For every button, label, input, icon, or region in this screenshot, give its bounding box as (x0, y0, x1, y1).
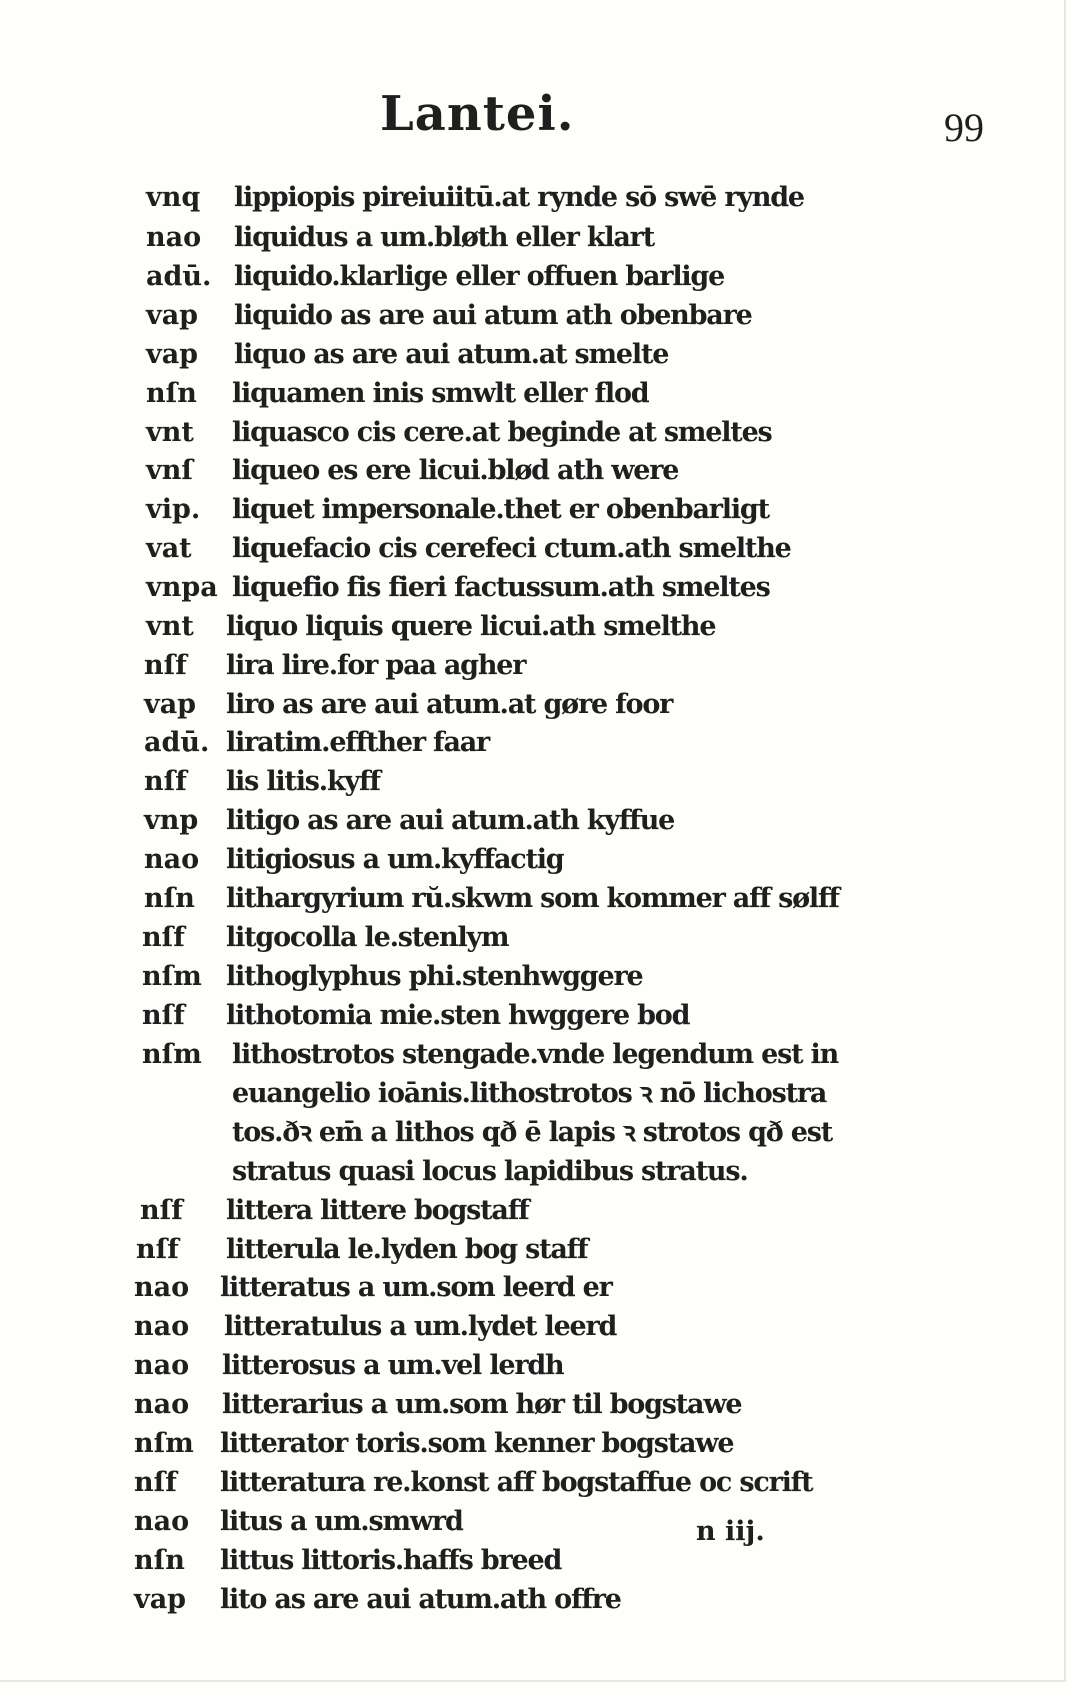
grammar-code: nſf (136, 1234, 179, 1265)
dictionary-entry (0, 218, 1064, 258)
grammar-code: nſf (144, 766, 187, 797)
entry-text: liquet impersonale.thet er obenbarligt (232, 494, 769, 525)
dictionary-entry (0, 257, 1064, 297)
entry-text: stratus quasi locus lapidibus stratus. (232, 1156, 748, 1187)
printer-signature: n iij. (696, 1516, 765, 1547)
running-header-title: Lantei. (380, 86, 575, 142)
grammar-code: nſf (134, 1467, 177, 1498)
entry-text: tos.ðꝛ em̄ a lithos qð ē lapis ꝛ strotos qð est (232, 1117, 833, 1148)
entry-text: liquasco cis cere.at beginde at smeltes (232, 417, 772, 448)
dictionary-entry (0, 529, 1064, 569)
dictionary-entry (0, 1230, 1064, 1270)
grammar-code: nao (146, 222, 202, 253)
entry-text: liquo as are aui atum.at smelte (234, 339, 669, 370)
dictionary-entry (0, 996, 1064, 1036)
dictionary-entry (0, 957, 1064, 997)
dictionary-entry (0, 1346, 1064, 1386)
grammar-code: nſf (142, 922, 185, 953)
entry-text: litteratus a um.som leerd er (220, 1272, 612, 1303)
grammar-code: vat (146, 533, 192, 564)
dictionary-entry (0, 1113, 1064, 1153)
entry-text: liquamen inis smwlt eller flod (232, 378, 649, 409)
grammar-code: adū. (144, 727, 210, 758)
entry-text: litteratulus a um.lydet leerd (224, 1311, 617, 1342)
dictionary-entry (0, 918, 1064, 958)
dictionary-entry (0, 1152, 1064, 1192)
entry-text: littus littoris.haffs breed (220, 1545, 562, 1576)
grammar-code: nſn (134, 1545, 185, 1576)
entry-text: liqueo es ere licui.blød ath were (232, 455, 679, 486)
dictionary-entry (0, 490, 1064, 530)
dictionary-entry (0, 1035, 1064, 1075)
grammar-code: vnt (146, 611, 194, 642)
entry-text: liratim.effther faar (226, 727, 490, 758)
dictionary-entry (0, 879, 1064, 919)
grammar-code: vap (146, 339, 199, 370)
dictionary-entry (0, 335, 1064, 375)
entry-text: litterarius a um.som hør til bogstawe (222, 1389, 742, 1420)
entry-text: lippiopis pireiuiitū.at rynde sō swē rynde (234, 182, 804, 213)
entry-text: liquido as are aui atum ath obenbare (234, 300, 752, 331)
entry-text: litterosus a um.vel lerdh (222, 1350, 564, 1381)
grammar-code: vnp (144, 805, 199, 836)
dictionary-entry (0, 646, 1064, 686)
entry-text: litus a um.smwrd (220, 1506, 463, 1537)
grammar-code: nſm (134, 1428, 194, 1459)
dictionary-entry (0, 568, 1064, 608)
entry-text: lithargyrium rŭ.skwm som kommer aff sølff (226, 883, 839, 914)
dictionary-entry (0, 1191, 1064, 1231)
entry-text: lithotomia mie.sten hwggere bod (226, 1000, 690, 1031)
grammar-code: nſm (142, 1039, 202, 1070)
dictionary-entry (0, 1307, 1064, 1347)
entry-text: lira lire.for paa agher (226, 650, 526, 681)
grammar-code: vap (144, 689, 197, 720)
dictionary-entry (0, 723, 1064, 763)
entry-text: litigiosus a um.kyffactig (226, 844, 564, 875)
entry-text: litigo as are aui atum.ath kyffue (226, 805, 675, 836)
grammar-code: adū. (146, 261, 212, 292)
dictionary-entry (0, 178, 1064, 218)
dictionary-entry (0, 1385, 1064, 1425)
entry-text: litterula le.lyden bog staff (226, 1234, 588, 1265)
grammar-code: nſn (144, 883, 195, 914)
grammar-code: vnpa (146, 572, 218, 603)
entry-text: lis litis.kyff (226, 766, 380, 797)
entry-text: litterator toris.som kenner bogstawe (220, 1428, 734, 1459)
dictionary-entry (0, 296, 1064, 336)
entry-text: liquefio fis fieri factussum.ath smeltes (232, 572, 770, 603)
entry-text: liquo liquis quere licui.ath smelthe (226, 611, 716, 642)
dictionary-entry (0, 685, 1064, 725)
entry-text: litgocolla le.stenlym (226, 922, 509, 953)
grammar-code: nſm (142, 961, 202, 992)
dictionary-entry (0, 840, 1064, 880)
entry-text: liquido.klarlige eller offuen barlige (234, 261, 725, 292)
dictionary-entry (0, 1074, 1064, 1114)
dictionary-entry (0, 413, 1064, 453)
dictionary-entry (0, 1463, 1064, 1503)
grammar-code: nao (134, 1311, 190, 1342)
entry-text: liro as are aui atum.at gøre foor (226, 689, 673, 720)
dictionary-entry (0, 1502, 1064, 1542)
grammar-code: nao (144, 844, 200, 875)
grammar-code: vip. (146, 494, 201, 525)
dictionary-entry (0, 762, 1064, 802)
grammar-code: nſf (144, 650, 187, 681)
entry-text: lito as are aui atum.ath offre (220, 1584, 621, 1615)
grammar-code: nao (134, 1506, 190, 1537)
entry-text: liquidus a um.bløth eller klart (234, 222, 654, 253)
grammar-code: nſn (146, 378, 197, 409)
entry-text: euangelio ioānis.lithostrotos ꝛ nō lichostra (232, 1078, 827, 1109)
grammar-code: nao (134, 1389, 190, 1420)
dictionary-entry (0, 1268, 1064, 1308)
entry-text: littera littere bogstaff (226, 1195, 529, 1226)
grammar-code: vap (146, 300, 199, 331)
dictionary-entry (0, 374, 1064, 414)
grammar-code: nſf (142, 1000, 185, 1031)
dictionary-entry (0, 801, 1064, 841)
grammar-code: vap (134, 1584, 187, 1615)
dictionary-entry (0, 1580, 1064, 1620)
entry-text: lithoglyphus phi.stenhwggere (226, 961, 643, 992)
grammar-code: nao (134, 1350, 190, 1381)
grammar-code: vnt (146, 417, 194, 448)
dictionary-entry (0, 607, 1064, 647)
entry-text: liquefacio cis cerefeci ctum.ath smelthe (232, 533, 791, 564)
page-number: 99 (944, 105, 984, 150)
grammar-code: vnſ (146, 455, 193, 486)
entry-text: lithostrotos stengade.vnde legendum est in (232, 1039, 839, 1070)
grammar-code: vnq (146, 182, 201, 213)
dictionary-entry (0, 1541, 1064, 1581)
dictionary-entry (0, 1424, 1064, 1464)
dictionary-entry (0, 451, 1064, 491)
entry-text: litteratura re.konst aff bogstaffue oc scrift (220, 1467, 813, 1498)
grammar-code: nſf (140, 1195, 183, 1226)
grammar-code: nao (134, 1272, 190, 1303)
